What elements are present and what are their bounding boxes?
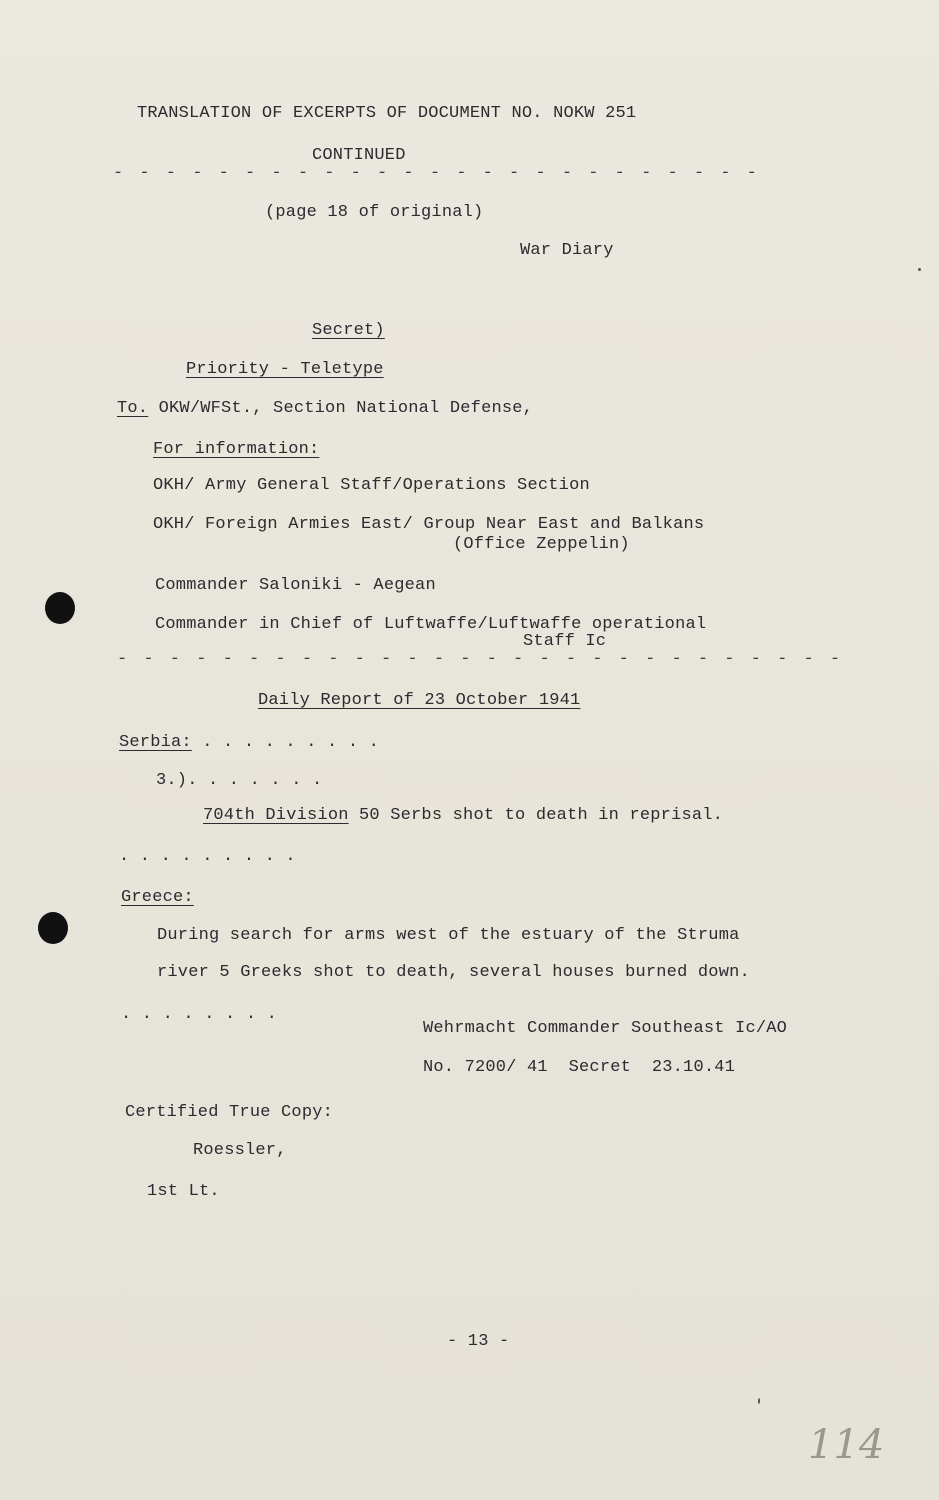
reference-line: No. 7200/ 41 Secret 23.10.41 xyxy=(423,1058,736,1077)
serbia-item-number: 3.). . . . . . . xyxy=(156,771,323,790)
recipient-item-continuation: Staff Ic xyxy=(523,632,607,651)
punch-hole xyxy=(45,592,75,624)
paper-speck xyxy=(918,268,921,271)
classification-label: Secret) xyxy=(312,321,385,340)
greece-heading: Greece: xyxy=(121,888,194,907)
recipient-item-continuation: (Office Zeppelin) xyxy=(453,535,630,554)
greece-text-line: river 5 Greeks shot to death, several houses burned down. xyxy=(157,963,750,982)
recipient-item: OKH/ Foreign Armies East/ Group Near East and Balkans xyxy=(153,515,705,534)
to-text: OKW/WFSt., Section National Defense, xyxy=(148,399,534,418)
document-type: War Diary xyxy=(520,241,614,260)
punch-hole xyxy=(38,912,68,944)
paper-speck xyxy=(758,1398,760,1404)
addressee-line xyxy=(117,399,533,418)
certification-line: Certified True Copy: xyxy=(125,1103,334,1122)
document-title: TRANSLATION OF EXCERPTS OF DOCUMENT NO. NOKW 251 xyxy=(137,104,637,123)
serbia-event: 50 Serbs shot to death in reprisal. xyxy=(348,806,724,825)
issuer-line: Wehrmacht Commander Southeast Ic/AO xyxy=(423,1019,788,1038)
continued-label: CONTINUED xyxy=(312,146,406,165)
recipient-item: Commander in Chief of Luftwaffe/Luftwaffe operational xyxy=(155,615,707,634)
recipient-item: OKH/ Army General Staff/Operations Section xyxy=(153,476,590,495)
greece-text-line: During search for arms west of the estuary of the Struma xyxy=(157,926,740,945)
omission-dots: . . . . . . . . . xyxy=(119,847,296,866)
to-label: To. xyxy=(117,399,149,418)
recipient-item: Commander Saloniki - Aegean xyxy=(155,576,436,595)
serbia-heading-line xyxy=(119,733,379,752)
division-name: 704th Division xyxy=(203,806,349,825)
report-title: Daily Report of 23 October 1941 xyxy=(258,691,581,710)
handwritten-page-number: 114 xyxy=(808,1422,885,1468)
certifier-rank: 1st Lt. xyxy=(147,1182,220,1201)
serbia-heading-dots: . . . . . . . . . xyxy=(191,733,380,752)
for-information-label: For information: xyxy=(153,440,320,459)
priority-label: Priority - Teletype xyxy=(186,360,384,379)
serbia-heading: Serbia: xyxy=(119,733,192,752)
serbia-event-line xyxy=(203,806,723,825)
source-page-note: (page 18 of original) xyxy=(265,203,484,222)
certifier-name: Roessler, xyxy=(193,1141,287,1160)
section-rule: - - - - - - - - - - - - - - - - - - - - - - - - - - - - xyxy=(117,650,844,669)
header-rule: - - - - - - - - - - - - - - - - - - - - - - - - - xyxy=(113,164,760,183)
page-number: - 13 - xyxy=(447,1332,510,1351)
omission-dots: . . . . . . . . xyxy=(121,1005,278,1024)
